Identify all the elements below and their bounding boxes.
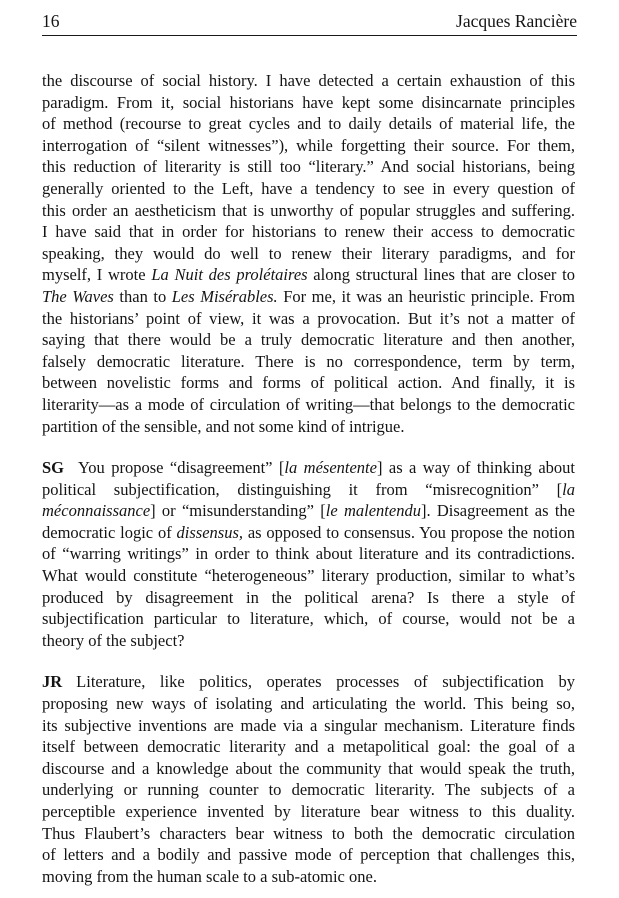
italic-text: la (562, 479, 575, 499)
text-run: What would constitute “heterogeneous” literary production, similar to what’s (42, 566, 575, 586)
text-line (42, 630, 575, 652)
text-line (42, 264, 575, 286)
text-run: political subjectification, distinguishing it from “misrecognition” [ (42, 479, 563, 499)
text-run: perceptible experience invented by literature bear witness to this duality. (42, 802, 575, 821)
text-run: the discourse of social history. I have detected a certain exhaustion of this (42, 71, 575, 90)
paragraph-sg (42, 457, 575, 651)
text-run: paradigm. From it, social historians have kept some disincarnate principles (42, 92, 575, 112)
text-run: of “warring writings” in order to think about literature and its contradictions. (42, 544, 575, 564)
text-line (42, 457, 575, 479)
text-run: myself, I wrote (42, 265, 152, 285)
text-run: interrogation of “silent witnesses”), while forgetting their source. For them, (42, 135, 575, 155)
italic-text: méconnaissance (42, 501, 151, 521)
running-head (42, 8, 577, 34)
text-run: than to (113, 286, 172, 306)
text-run: discourse and a knowledge about the community that would speak the truth, (42, 758, 575, 778)
speaker-initials: JR (42, 672, 63, 692)
text-line (42, 715, 575, 737)
text-line (42, 844, 575, 866)
text-run: ]. Disagreement as the (420, 501, 575, 521)
text-line (42, 479, 575, 501)
italic-text: dissensus, (176, 522, 243, 542)
paragraph-jr (42, 671, 575, 887)
text-run: saying that there would be a truly democratic literature and then another, (42, 330, 575, 350)
text-line (42, 243, 575, 265)
speaker-initials: SG (42, 458, 65, 478)
paragraph-gap (42, 437, 575, 457)
text-line (42, 70, 575, 92)
text-run: Thus Flaubert’s characters bear witness to both the democratic circulation (42, 823, 575, 843)
text-run: For me, it was an heuristic principle. From (277, 286, 575, 306)
text-line (42, 823, 575, 845)
paragraph-gap (42, 651, 575, 671)
text-line (42, 135, 575, 157)
text-run: as opposed to consensus. You propose the notion (243, 522, 575, 542)
italic-text: Les Misérables. (171, 286, 278, 306)
text-line (42, 587, 575, 609)
text-line (42, 286, 575, 308)
text-line (42, 351, 575, 373)
text-line (42, 736, 575, 758)
text-run: underlying or running counter to democratic literarity. The subjects of a (42, 780, 575, 800)
text-line (42, 221, 575, 243)
text-line (42, 866, 575, 888)
text-run: of letters and a bodily and passive mode of perception that challenges this, (42, 845, 575, 865)
text-run: this order an aestheticism that is unworthy of popular struggles and suffering. (42, 200, 575, 220)
text-run: ] as a way of thinking about (376, 458, 575, 478)
running-head-author: Jacques Rancière (456, 11, 577, 31)
text-run: its subjective inventions are made via a singular mechanism. Literature finds (42, 715, 575, 735)
text-line (42, 178, 575, 200)
text-line (42, 543, 575, 565)
text-line (42, 779, 575, 801)
text-line (42, 565, 575, 587)
text-line (42, 329, 575, 351)
text-run: produced by disagreement in the political arena? Is there a style of (42, 587, 575, 607)
italic-text: The Waves (42, 286, 114, 306)
italic-text: La Nuit des prolétaires (151, 265, 308, 285)
text-line (42, 608, 575, 630)
text-line (42, 308, 575, 330)
text-line (42, 758, 575, 780)
text-line (42, 92, 575, 114)
text-run: speaking, they would do well to renew their literary paradigms, and for (42, 243, 575, 263)
text-run: of method (recourse to great cycles and to daily details of material life, the (42, 114, 575, 134)
header-rule (42, 35, 577, 36)
text-run: Literature, like politics, operates processes of subjectification by (76, 672, 575, 692)
text-line (42, 200, 575, 222)
body-text (42, 70, 575, 887)
paragraph (42, 70, 575, 437)
text-line (42, 394, 575, 416)
text-run: this reduction of literarity is still too “literary.” And social historians, being (42, 157, 575, 177)
text-run: partition of the sensible, and not some kind of intrigue. (42, 416, 405, 436)
text-line (42, 693, 575, 715)
text-run: the historians’ point of view, it was a provocation. But it’s not a matter of (42, 308, 575, 328)
text-run: generally oriented to the Left, have a tendency to see in every question of (42, 178, 575, 198)
text-line (42, 372, 575, 394)
text-run: I have said that in order for historians to renew their access to democratic (42, 222, 575, 242)
text-line (42, 416, 575, 438)
page-number: 16 (42, 11, 60, 31)
text-line (42, 671, 575, 693)
italic-text: la mésentente (284, 458, 377, 478)
text-run: along structural lines that are closer to (307, 265, 575, 285)
text-run: democratic logic of (42, 522, 177, 542)
text-run: itself between democratic literarity and a metapolitical goal: the goal of a (42, 737, 575, 757)
text-line (42, 500, 575, 522)
text-line (42, 801, 575, 823)
text-run: proposing new ways of isolating and articulating the world. This being so, (42, 694, 575, 714)
text-line (42, 156, 575, 178)
text-line (42, 522, 575, 544)
text-run: subjectification particular to literature, which, of course, would not be a (42, 609, 575, 629)
text-run: literarity—as a mode of circulation of writing—that belongs to the democratic (42, 394, 575, 414)
text-run: falsely democratic literature. There is no correspondence, term by term, (42, 351, 575, 371)
text-run: between novelistic forms and forms of political action. And finally, it is (42, 373, 575, 393)
italic-text: le malentendu (325, 501, 421, 521)
text-line (42, 113, 575, 135)
text-run: ] or “misunderstanding” [ (150, 501, 326, 521)
text-run: theory of the subject? (42, 630, 185, 650)
text-run: moving from the human scale to a sub-atomic one. (42, 866, 377, 886)
text-run: You propose “disagreement” [ (78, 458, 285, 478)
